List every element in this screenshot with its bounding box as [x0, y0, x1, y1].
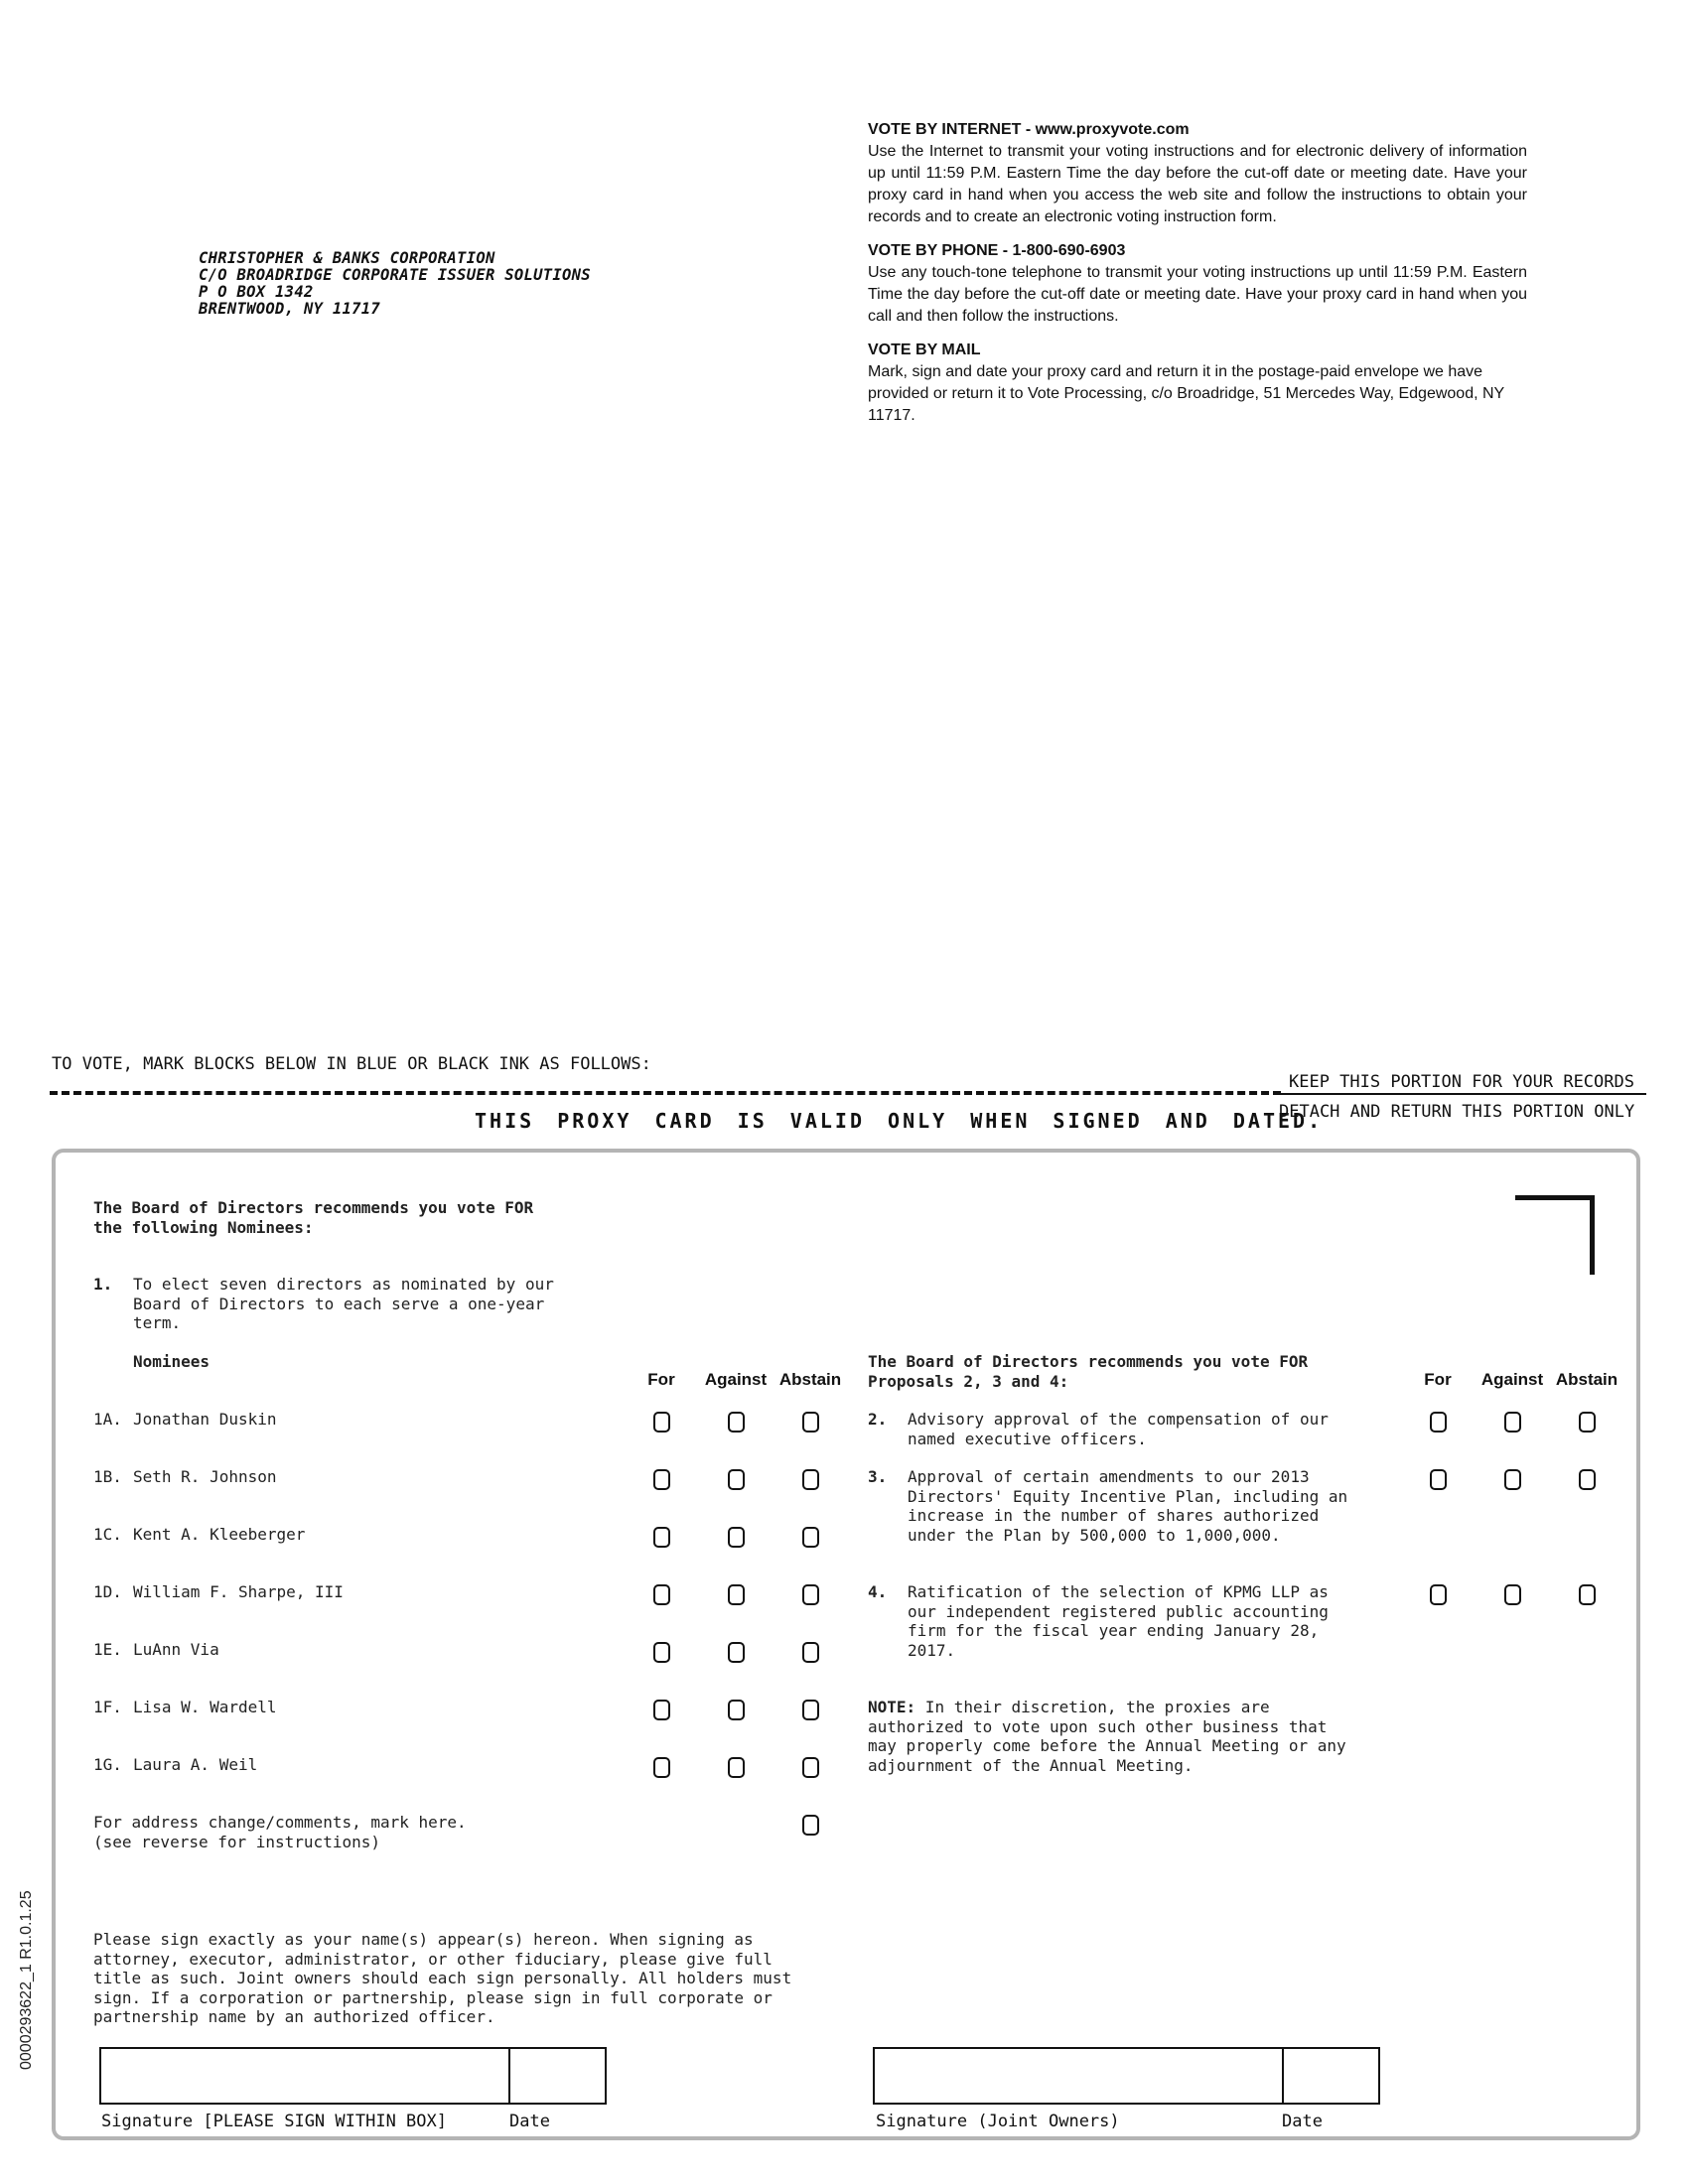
vote-mail-text: Mark, sign and date your proxy card and return it in the postage-paid envelope we have provided or return it to Vote Processing, c/o Broadridge, 51 Mercedes Way, Edgewood, NY 11717. — [868, 363, 1504, 424]
note-label: NOTE: — [868, 1698, 916, 1716]
address-line: P O BOX 1342 — [199, 283, 314, 301]
keep-portion-label: KEEP THIS PORTION FOR YOUR RECORDS — [1289, 1072, 1634, 1092]
proposal-3-for-checkbox[interactable] — [1430, 1469, 1447, 1490]
vote-phone-text: Use any touch-tone telephone to transmit your voting instructions up until 11:59 P.M. Eastern Time the day before the cut-off date or meeting date. Have your proxy card in hand when you call and then follow the instructions. — [868, 264, 1527, 325]
nominee-name: William F. Sharpe, III — [133, 1582, 344, 1601]
nominee-name: Lisa W. Wardell — [133, 1698, 277, 1716]
proposal-2-abstain-checkbox[interactable] — [1579, 1412, 1596, 1433]
detach-dashed-line — [50, 1091, 1281, 1095]
nominee-id: 1F. — [93, 1698, 122, 1716]
nominees-heading: Nominees — [133, 1352, 211, 1371]
proposal-2-for-checkbox[interactable] — [1430, 1412, 1447, 1433]
nominee-1c-for-checkbox[interactable] — [653, 1527, 670, 1548]
nominee-id: 1C. — [93, 1525, 122, 1544]
column-abstain: Abstain — [1555, 1370, 1618, 1389]
date-label: Date — [509, 2112, 550, 2131]
address-line: BRENTWOOD, NY 11717 — [199, 300, 381, 318]
column-for: For — [647, 1370, 675, 1389]
joint-date-label: Date — [1282, 2112, 1323, 2131]
detach-portion-label: DETACH AND RETURN THIS PORTION ONLY — [1279, 1102, 1635, 1122]
nominee-id: 1E. — [93, 1640, 122, 1659]
signature-box[interactable] — [99, 2047, 607, 2105]
nominee-1a-for-checkbox[interactable] — [653, 1412, 670, 1433]
note-text: In their discretion, the proxies are authorized to vote upon such other business that may properly come before the Annual Meeting or any adjournment of the Annual Meeting. — [868, 1698, 1346, 1775]
vote-mail-heading: VOTE BY MAIL — [868, 341, 981, 358]
nominee-1e-against-checkbox[interactable] — [728, 1642, 745, 1663]
proposal-2-against-checkbox[interactable] — [1504, 1412, 1521, 1433]
proposal-text: Advisory approval of the compensation of our named executive officers. — [908, 1410, 1329, 1448]
nominee-name: Seth R. Johnson — [133, 1467, 277, 1486]
nominee-id: 1G. — [93, 1755, 122, 1774]
vote-phone-heading: VOTE BY PHONE - 1-800-690-6903 — [868, 242, 1126, 259]
nominee-name: Kent A. Kleeberger — [133, 1525, 306, 1544]
address-line: CHRISTOPHER & BANKS CORPORATION — [199, 249, 495, 267]
detach-divider — [1281, 1093, 1646, 1095]
nominee-1b-against-checkbox[interactable] — [728, 1469, 745, 1490]
date-box[interactable] — [508, 2049, 510, 2103]
document-code: 0000293622_1 R1.0.1.25 — [18, 1890, 35, 2070]
signing-instructions: Please sign exactly as your name(s) appear(s) hereon. When signing as attorney, executor, administrator, or other fiduciary, please give full title as such. Joint owners should each sign personally. All holders must sign. If a corporation or partnership, please sign in full corporate or partnership name by an authorized officer. — [93, 1930, 792, 2026]
valid-only-notice: THIS PROXY CARD IS VALID ONLY WHEN SIGNED AND DATED. — [475, 1109, 1324, 1133]
proposal-number: 4. — [868, 1582, 888, 1601]
proposal-4-abstain-checkbox[interactable] — [1579, 1584, 1596, 1605]
nominee-1c-abstain-checkbox[interactable] — [802, 1527, 819, 1548]
joint-signature-label: Signature (Joint Owners) — [876, 2112, 1120, 2131]
discretion-note — [868, 1698, 1346, 1775]
nominee-name: LuAnn Via — [133, 1640, 219, 1659]
nominee-1f-abstain-checkbox[interactable] — [802, 1700, 819, 1720]
nominee-name: Jonathan Duskin — [133, 1410, 277, 1429]
mailing-address — [199, 250, 591, 318]
joint-date-box[interactable] — [1282, 2049, 1284, 2103]
proposal-text: Approval of certain amendments to our 2013 Directors' Equity Incentive Plan, including an increase in the number of shares authorized under the Plan by 500,000 to 1,000,000. — [908, 1467, 1348, 1545]
nominee-1d-for-checkbox[interactable] — [653, 1584, 670, 1605]
vote-internet-text: Use the Internet to transmit your voting instructions and for electronic delivery of information up until 11:59 P.M. Eastern Time the day before the cut-off date or meeting date. Have your proxy card in hand when you access the web site and follow the instructions to obtain your records and to create an electronic voting instruction form. — [868, 143, 1527, 225]
signature-label: Signature [PLEASE SIGN WITHIN BOX] — [101, 2112, 447, 2131]
nominee-1f-against-checkbox[interactable] — [728, 1700, 745, 1720]
mark-instructions: TO VOTE, MARK BLOCKS BELOW IN BLUE OR BLACK INK AS FOLLOWS: — [52, 1054, 651, 1074]
address-change-label: For address change/comments, mark here. (see reverse for instructions) — [93, 1813, 467, 1851]
address-line: C/O BROADRIDGE CORPORATE ISSUER SOLUTIONS — [199, 266, 591, 284]
proposal-number: 2. — [868, 1410, 888, 1429]
nominee-name: Laura A. Weil — [133, 1755, 258, 1774]
proposal-1-text: To elect seven directors as nominated by our Board of Directors to each serve a one-year term. — [133, 1275, 554, 1332]
nominee-1b-abstain-checkbox[interactable] — [802, 1469, 819, 1490]
proposal-text: Ratification of the selection of KPMG LLP as our independent registered public accounting firm for the fiscal year ending January 28, 2017. — [908, 1582, 1329, 1660]
nominee-1c-against-checkbox[interactable] — [728, 1527, 745, 1548]
nominee-id: 1B. — [93, 1467, 122, 1486]
column-abstain: Abstain — [778, 1370, 842, 1389]
voting-instructions — [868, 119, 1527, 439]
nominee-1b-for-checkbox[interactable] — [653, 1469, 670, 1490]
proposal-3-against-checkbox[interactable] — [1504, 1469, 1521, 1490]
vote-internet-heading: VOTE BY INTERNET - www.proxyvote.com — [868, 121, 1190, 138]
board-recommendation-nominees: The Board of Directors recommends you vote FOR the following Nominees: — [93, 1198, 534, 1237]
corner-registration-mark — [1515, 1195, 1595, 1275]
address-change-checkbox[interactable] — [802, 1815, 819, 1836]
column-for: For — [1424, 1370, 1452, 1389]
nominee-1d-against-checkbox[interactable] — [728, 1584, 745, 1605]
proposal-number: 3. — [868, 1467, 888, 1486]
nominee-id: 1A. — [93, 1410, 122, 1429]
column-against: Against — [1480, 1370, 1544, 1389]
nominee-1a-abstain-checkbox[interactable] — [802, 1412, 819, 1433]
nominee-1d-abstain-checkbox[interactable] — [802, 1584, 819, 1605]
board-recommendation-proposals: The Board of Directors recommends you vote FOR Proposals 2, 3 and 4: — [868, 1352, 1309, 1391]
nominee-1e-for-checkbox[interactable] — [653, 1642, 670, 1663]
proposal-1-number: 1. — [93, 1275, 113, 1294]
nominee-1g-against-checkbox[interactable] — [728, 1757, 745, 1778]
column-against: Against — [704, 1370, 768, 1389]
joint-signature-box[interactable] — [873, 2047, 1380, 2105]
proposal-4-against-checkbox[interactable] — [1504, 1584, 1521, 1605]
nominee-1g-for-checkbox[interactable] — [653, 1757, 670, 1778]
nominee-id: 1D. — [93, 1582, 122, 1601]
nominee-1g-abstain-checkbox[interactable] — [802, 1757, 819, 1778]
nominee-1a-against-checkbox[interactable] — [728, 1412, 745, 1433]
nominee-1f-for-checkbox[interactable] — [653, 1700, 670, 1720]
proposal-4-for-checkbox[interactable] — [1430, 1584, 1447, 1605]
nominee-1e-abstain-checkbox[interactable] — [802, 1642, 819, 1663]
proposal-3-abstain-checkbox[interactable] — [1579, 1469, 1596, 1490]
